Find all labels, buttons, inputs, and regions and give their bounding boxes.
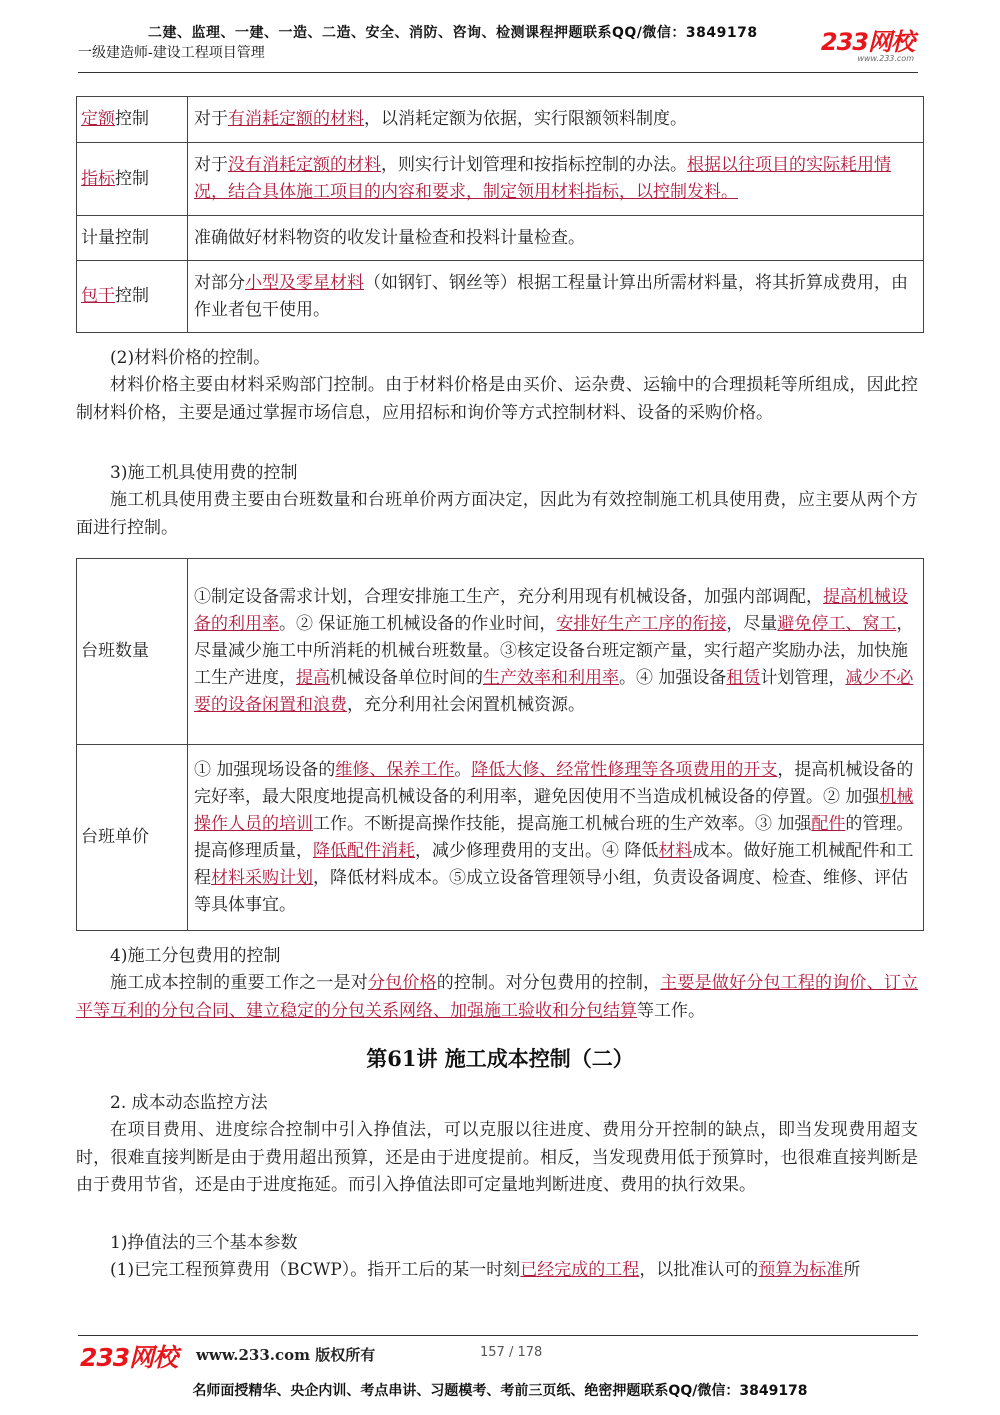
table-row [77, 745, 924, 931]
paragraph: 材料价格主要由材料采购部门控制。由于材料价格是由买价、运杂费、运输中的合理损耗等所组成，因此控制材料价格，主要是通过掌握市场信息，应用招标和询价等方式控制材料、设备的采购价格。 [76, 375, 918, 423]
row-label [77, 97, 188, 143]
paragraph [76, 1257, 918, 1285]
highlight-run: 提高 [296, 668, 330, 688]
section-heading: 3)施工机具使用费的控制 [110, 463, 298, 483]
table-row [77, 216, 924, 261]
text-run: 等工作。 [637, 1000, 705, 1021]
table-row [77, 559, 924, 745]
text-run: 。④ 加强设备 [619, 668, 727, 688]
paragraph: 在项目费用、进度综合控制中引入挣值法，可以克服以往进度、费用分开控制的缺点，即当发现费用超支时，很难直接判断是由于费用超出预算，还是由于进度提前。相反，当发现费用低于预算时，也很难直接判断是由于费用节省，还是由于进度拖延。而引入挣值法即可定量地判断进度、费用的执行效果。 [76, 1120, 918, 1195]
text-run: ，减少修理费用的支出。④ 降低 [415, 840, 659, 861]
text-run: 施工成本控制的重要工作之一是对 [110, 973, 368, 993]
brand-logo [821, 30, 914, 63]
text-run: 对部分 [194, 272, 245, 293]
label-highlight: 定额 [81, 109, 115, 129]
text-run: 的控制。对分包费用的控制， [436, 973, 661, 993]
header-divider [78, 72, 918, 73]
footer-copyright: www.233.com 版权所有 [196, 1346, 376, 1364]
text-run: ① 加强现场设备的 [194, 759, 336, 780]
highlight-run: 维修、保养工作 [335, 759, 455, 780]
row-content [188, 559, 924, 745]
label-rest: 计量控制 [81, 227, 149, 248]
row-content [188, 745, 924, 931]
lecture-title: 第61讲 施工成本控制（二） [366, 1046, 634, 1071]
section-heading: (2)材料价格的控制。 [110, 348, 271, 368]
label-highlight: 指标 [81, 168, 115, 189]
text-run: ，以消耗定额为依据，实行限额领料制度。 [364, 109, 687, 129]
highlight-run: 降低大修、经常性修理等各项费用的开支 [471, 759, 778, 780]
row-label [77, 559, 188, 745]
highlight-run: 没有消耗定额的材料 [228, 155, 381, 175]
highlight-run: 租赁 [726, 668, 761, 688]
text-run: ①制定设备需求计划，合理安排施工生产，充分利用现有机械设备，加强内部调配， [194, 587, 823, 607]
text-run: ，尽量 [726, 614, 778, 634]
text-run: 。② 保证施工机械设备的作业时间， [279, 614, 557, 634]
highlight-run: 材料 [658, 840, 693, 861]
label-rest: 控制 [115, 109, 149, 129]
row-label [77, 216, 188, 261]
text-run: ，提高机械设备的完好率，最大限度地提高机械设备的利用率，避免因使用不当造成机械设备的停置。② 加强 [194, 759, 914, 807]
table-row [77, 97, 924, 143]
table-row [77, 143, 924, 216]
logo-brand-text: 233网校 [820, 28, 914, 56]
text-run: 对于 [194, 109, 228, 129]
text-run: 。 [454, 759, 472, 780]
text-run: 的管理。提高修理质量， [194, 813, 914, 861]
row-label [77, 745, 188, 931]
highlight-run: 已经完成的工程 [520, 1260, 640, 1280]
paragraph [76, 970, 918, 1025]
highlight-run: 预算为标准 [758, 1260, 844, 1280]
row-label [77, 261, 188, 333]
section-heading: 4)施工分包费用的控制 [110, 946, 281, 966]
highlight-run: 根据以往项目的实际耗用情况，结合具体施工项目的内容和要求，制定领用材料指标，以控制发料。 [194, 155, 891, 202]
highlight-run: 小型及零星材料 [245, 272, 364, 293]
text-run: 成本。做好施工机械配件和工程 [194, 840, 914, 888]
logo-url-text: www.233.com [857, 54, 914, 63]
label-rest: 控制 [115, 168, 149, 189]
text-run: 工作。不断提高操作技能，提高施工机械台班的生产效率。③ 加强 [313, 813, 812, 834]
highlight-run: 减少不必要的设备闲置和浪费 [194, 668, 914, 715]
text-run: 机械设备单位时间的 [330, 668, 483, 688]
row-content [188, 97, 924, 143]
text-run: ，以批准认可的 [639, 1260, 759, 1280]
highlight-run: 避免停工、窝工 [777, 614, 897, 634]
page-number: 157 / 178 [480, 1345, 543, 1360]
text-run: （如钢钉、钢丝等）根据工程量计算出所需材料量，将其折算成费用，由作业者包干使用。 [194, 272, 908, 320]
highlight-run: 机械操作人员的培训 [194, 786, 914, 834]
highlight-run: 分包价格 [367, 973, 437, 993]
footer-notice: 名师面授精华、央企内训、考点串讲、习题模考、考前三页纸、绝密押题联系QQ/微信：3849178 [192, 1383, 808, 1399]
highlight-run: 提高机械设备的利用率 [194, 587, 908, 634]
text-run: ，充分利用社会闲置机械资源。 [347, 695, 585, 715]
row-content [188, 143, 924, 216]
highlight-run: 安排好生产工序的衔接 [556, 614, 727, 634]
section-heading: 2. 成本动态监控方法 [110, 1093, 268, 1113]
label-text: 台班数量 [81, 641, 149, 661]
footer-divider [78, 1335, 918, 1336]
text-run: ，尽量减少施工中所消耗的机械台班数量。③核定设备台班定额产量，实行超产奖励办法，加快施工生产进度， [194, 614, 914, 688]
paragraph: 施工机具使用费主要由台班数量和台班单价两方面决定，因此为有效控制施工机具使用费，应主要从两个方面进行控制。 [76, 490, 918, 538]
label-highlight: 包干 [81, 286, 115, 306]
highlight-run: 降低配件消耗 [313, 840, 415, 861]
text-run: 所 [843, 1260, 861, 1280]
label-rest: 控制 [115, 286, 149, 306]
header-subtitle: 一级建造师-建设工程项目管理 [78, 45, 265, 61]
sub-heading: 1)挣值法的三个基本参数 [110, 1233, 298, 1253]
text-run: 准确做好材料物资的收发计量检查和投料计量检查。 [194, 227, 585, 248]
highlight-run: 有消耗定额的材料 [228, 109, 364, 129]
text-run: ，降低材料成本。⑤成立设备管理领导小组，负责设备调度、检查、维修、评估等具体事宜。 [194, 867, 908, 915]
text-run: (1)已完工程预算费用（BCWP）。指开工后的某一时刻 [110, 1260, 521, 1280]
header-notice: 二建、监理、一建、一造、二造、安全、消防、咨询、检测课程押题联系QQ/微信：3849178 [148, 25, 758, 41]
row-label [77, 143, 188, 216]
table-row [77, 261, 924, 333]
row-content [188, 216, 924, 261]
row-content [188, 261, 924, 333]
highlight-run: 生产效率和利用率 [483, 668, 619, 688]
highlight-run: 配件 [811, 813, 846, 834]
text-run: 对于 [194, 155, 228, 175]
material-quantity-control-table [76, 96, 924, 333]
machinery-cost-table [76, 558, 924, 931]
footer-logo: 233网校 [80, 1343, 178, 1372]
text-run: ，则实行计划管理和按指标控制的办法。 [381, 155, 687, 175]
highlight-run: 材料采购计划 [211, 867, 313, 888]
text-run: 计划管理， [760, 668, 846, 688]
highlight-run: 主要是做好分包工程的询价、订立平等互利的分包合同、建立稳定的分包关系网络、加强施工验收和分包结算 [76, 973, 919, 1021]
label-text: 台班单价 [81, 827, 149, 847]
